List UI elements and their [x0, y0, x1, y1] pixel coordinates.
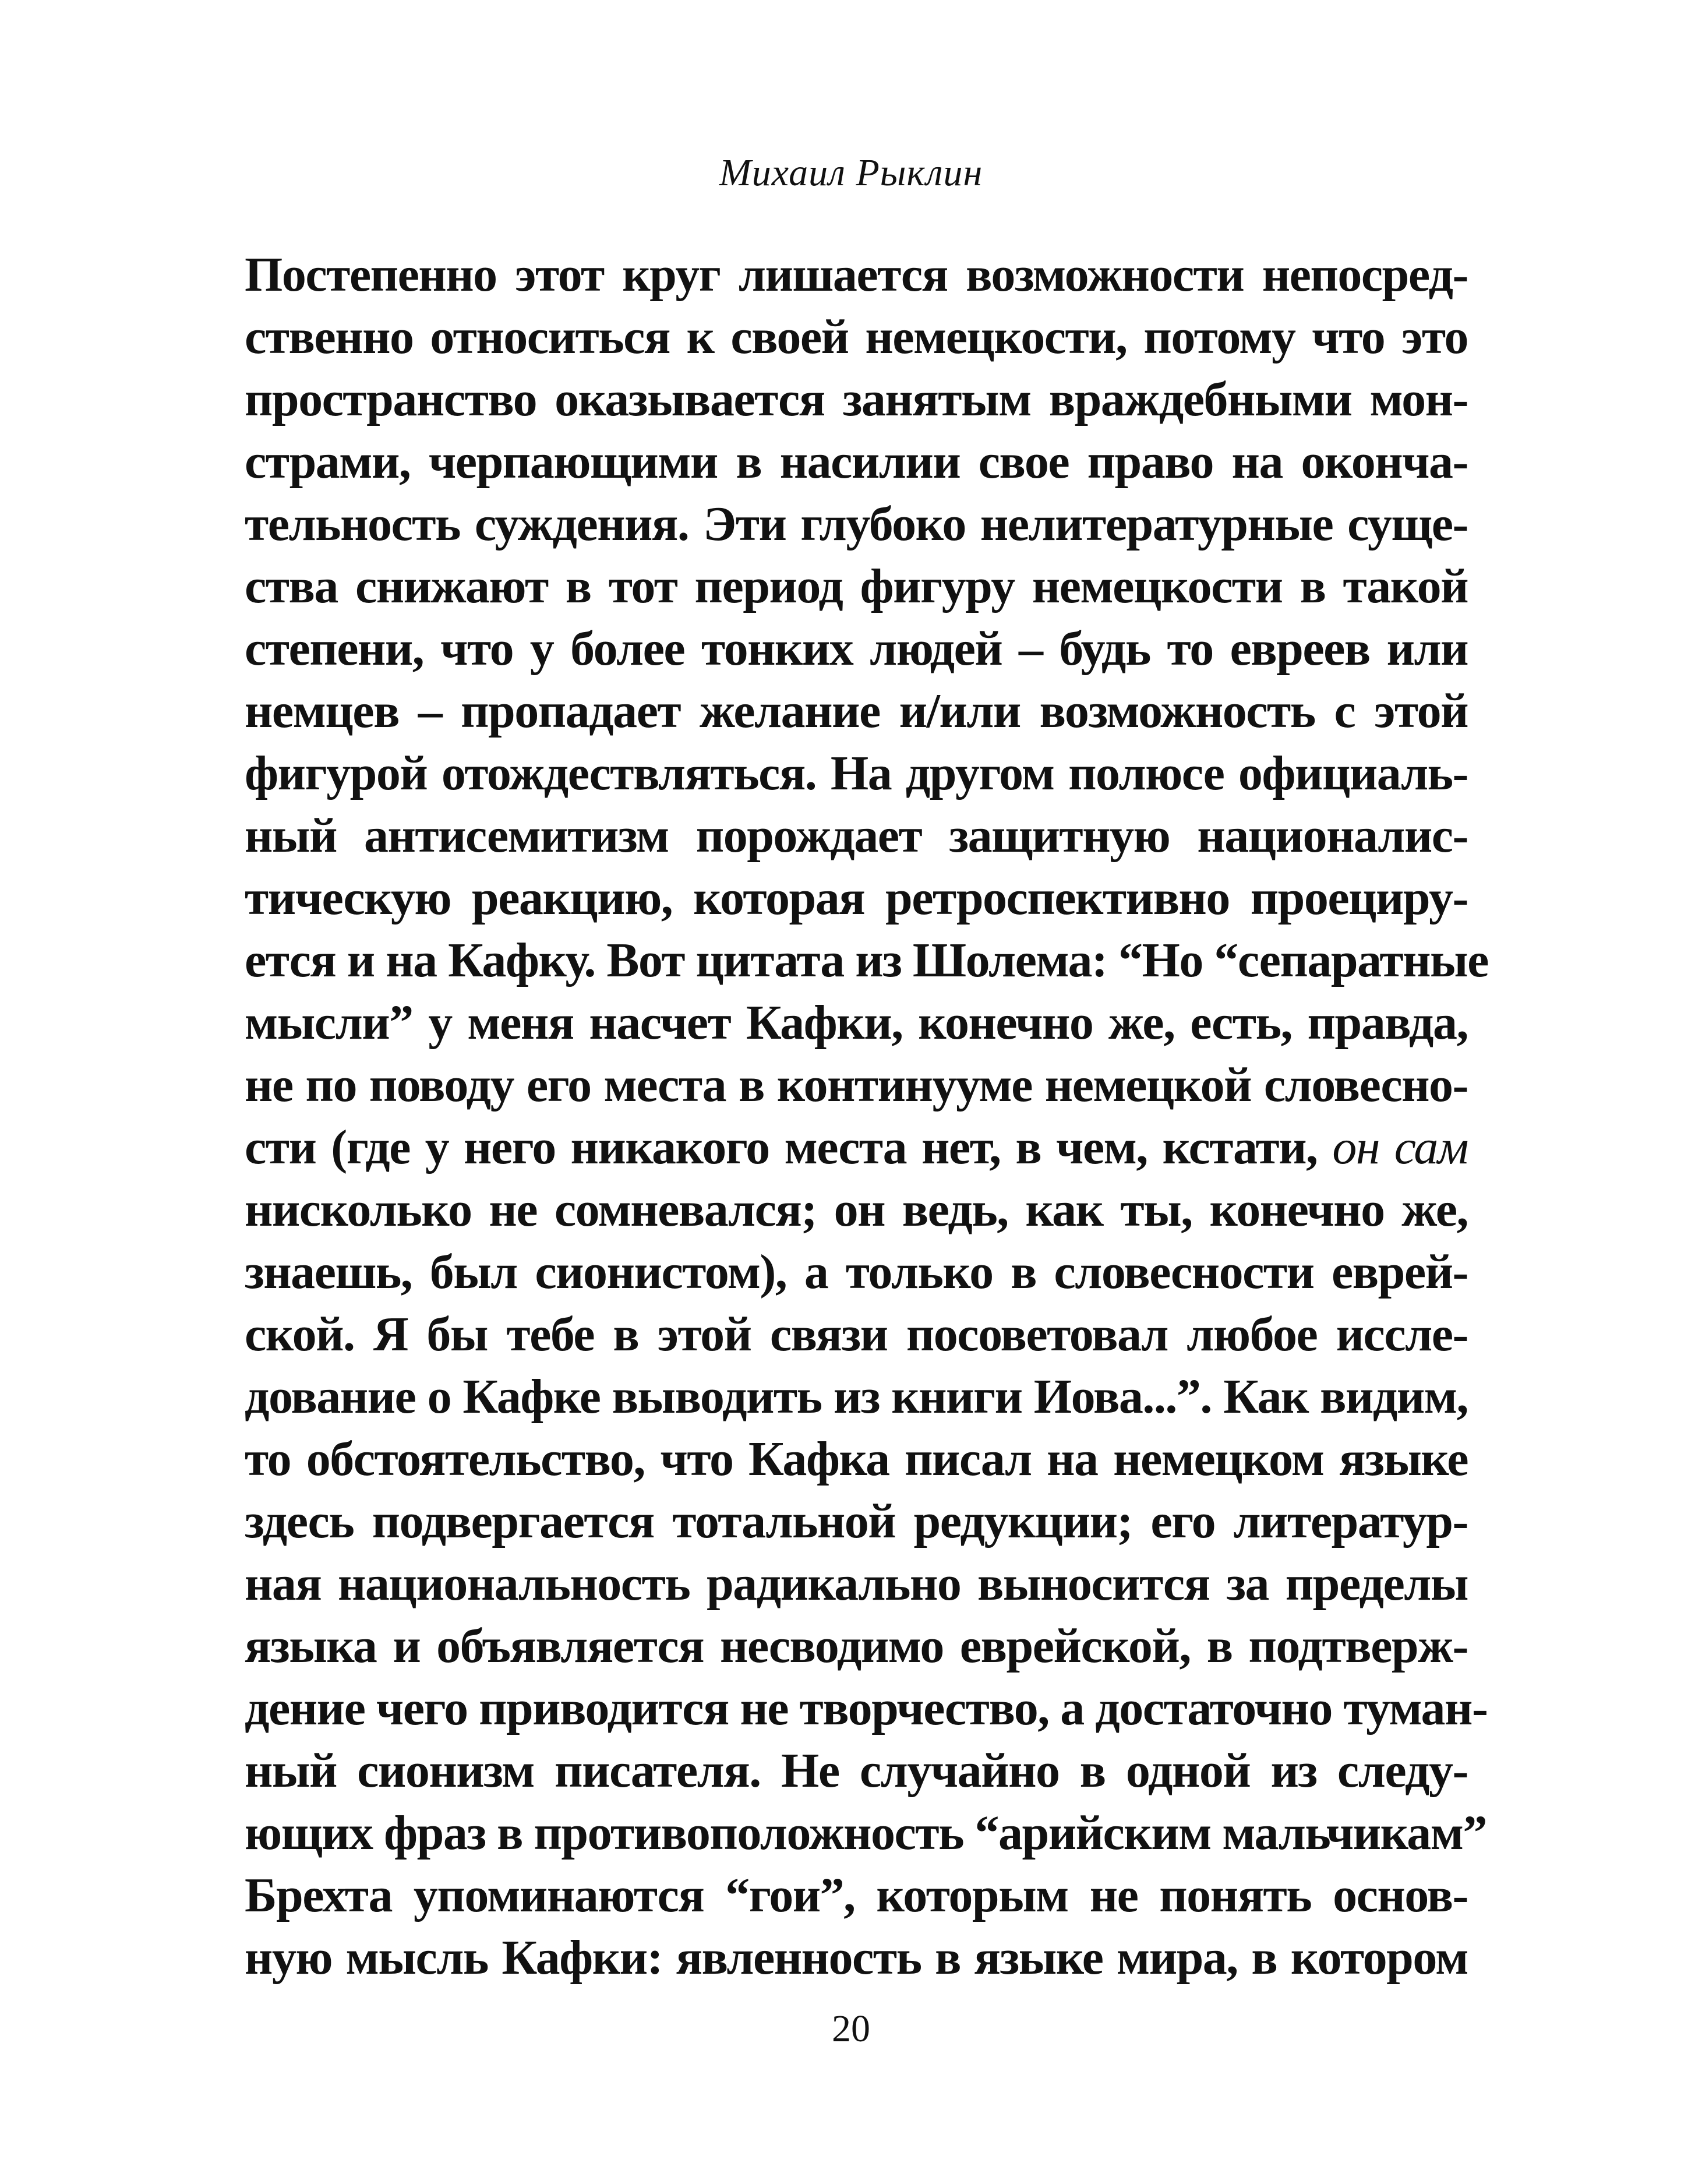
italic-emphasis: он сам	[1332, 1120, 1468, 1174]
text-line: дение чего приводится не творчество, а достаточно туман-	[245, 1681, 1488, 1735]
text-line: тельность суждения. Эти глубоко нелитературные суще-	[245, 497, 1468, 551]
page-number: 20	[832, 2007, 870, 2050]
text-line: то обстоятельство, что Кафка писал на немецком языке	[245, 1432, 1468, 1486]
text-line: пространство оказывается занятым враждебными мон-	[245, 372, 1468, 426]
text-line: ную мысль Кафки: явленность в языке мира, в котором	[245, 1931, 1468, 1985]
text-line: нисколько не сомневался; он ведь, как ты, конечно же,	[245, 1183, 1468, 1237]
text-line: Брехта упоминаются “гои”, которым не понять основ-	[245, 1868, 1468, 1922]
text-line: Постепенно этот круг лишается возможности непосред-	[245, 248, 1468, 302]
text-line: языка и объявляется несводимо еврейской, в подтверж-	[245, 1619, 1468, 1673]
text-line: мысли” у меня насчет Кафки, конечно же, есть, правда,	[245, 996, 1468, 1050]
text-line: ный антисемитизм порождает защитную националис-	[245, 809, 1468, 863]
text-line: ственно относиться к своей немецкости, потому что это	[245, 310, 1468, 364]
text-line: степени, что у более тонких людей – будь то евреев или	[245, 622, 1468, 676]
text-line-segment: сти (где у него никакого места нет, в чем, кстати,	[245, 1120, 1333, 1174]
text-line: тическую реакцию, которая ретроспективно проециру-	[245, 871, 1468, 925]
body-text	[245, 244, 1488, 1989]
text-line: дование о Кафке выводить из книги Иова...”. Как видим,	[245, 1370, 1468, 1424]
text-line: ской. Я бы тебе в этой связи посоветовал любое иссле-	[245, 1307, 1468, 1361]
text-line: ства снижают в тот период фигуру немецкости в такой	[245, 559, 1468, 613]
text-line: не по поводу его места в континууме немецкой словесно-	[245, 1058, 1468, 1112]
text-line: ная национальность радикально выносится за пределы	[245, 1557, 1468, 1611]
text-line: страми, черпающими в насилии свое право на оконча-	[245, 435, 1468, 489]
text-line: фигурой отождествляться. На другом полюсе официаль-	[245, 746, 1468, 800]
text-line-with-italic	[245, 1116, 1468, 1179]
text-line: знаешь, был сионистом), а только в словесности еврей-	[245, 1245, 1468, 1299]
text-line: ется и на Кафку. Вот цитата из Шолема: “Но “сепаратные	[245, 933, 1488, 987]
text-line: ющих фраз в противоположность “арийским мальчикам”	[245, 1806, 1486, 1860]
text-line: здесь подвергается тотальной редукции; его литератур-	[245, 1494, 1468, 1548]
running-head-author: Михаил Рыклин	[719, 151, 983, 194]
text-line: немцев – пропадает желание и/или возможность с этой	[245, 684, 1468, 738]
text-line: ный сионизм писателя. Не случайно в одной из следу-	[245, 1744, 1468, 1798]
